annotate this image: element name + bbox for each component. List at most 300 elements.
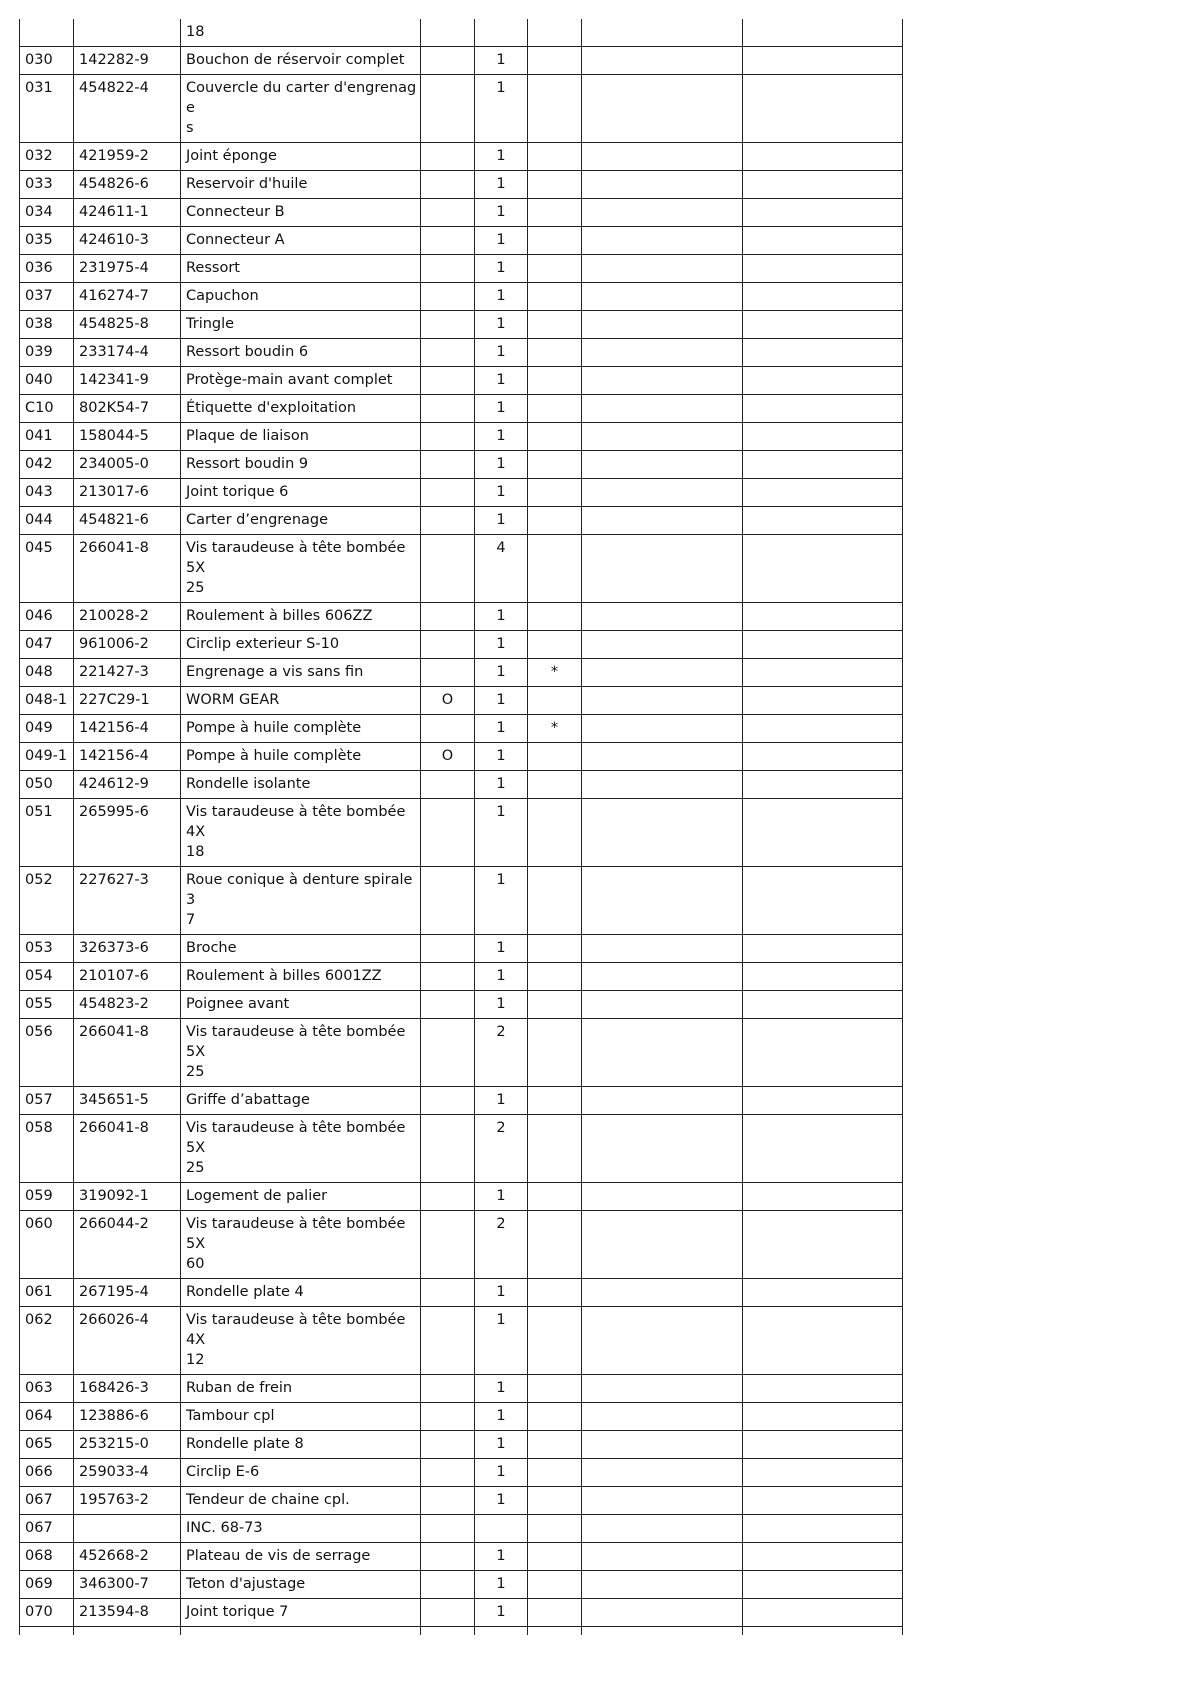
cell-part-number: 221427-3 <box>74 659 181 687</box>
cell-quantity: 1 <box>475 339 528 367</box>
cell-empty <box>743 507 903 535</box>
cell-part-number: 142282-9 <box>74 47 181 75</box>
cell-quantity: 1 <box>475 1543 528 1571</box>
cell-part-number: 454826-6 <box>74 171 181 199</box>
description-line: Joint torique 7 <box>186 1604 289 1620</box>
cell-ref: 056 <box>20 1019 74 1087</box>
cell-note <box>528 535 582 603</box>
cell-option <box>421 255 475 283</box>
description-line: INC. 68-73 <box>186 1520 263 1536</box>
description-line: Engrenage a vis sans fin <box>186 664 364 680</box>
cell-part-number: 266041-8 <box>74 535 181 603</box>
cell-empty <box>743 1087 903 1115</box>
cell-option <box>421 1599 475 1627</box>
cell-description <box>181 451 421 479</box>
cell-option <box>421 1403 475 1431</box>
cell-part-number: 213017-6 <box>74 479 181 507</box>
cell-option <box>421 1307 475 1375</box>
cell-empty <box>582 1279 743 1307</box>
cell-description <box>181 1307 421 1375</box>
cell-empty <box>582 991 743 1019</box>
table-row-continued <box>20 19 903 47</box>
cell-empty <box>743 659 903 687</box>
cell-option <box>421 395 475 423</box>
cell-option <box>421 227 475 255</box>
cell-quantity: 1 <box>475 687 528 715</box>
cell-empty <box>582 171 743 199</box>
cell-ref: 061 <box>20 1279 74 1307</box>
cell-empty <box>743 339 903 367</box>
cell-part-number: 345651-5 <box>74 1087 181 1115</box>
table-row <box>20 687 903 715</box>
cell-note <box>528 395 582 423</box>
cell-quantity: 1 <box>475 1375 528 1403</box>
cell-option <box>421 479 475 507</box>
cell-part-number: 210028-2 <box>74 603 181 631</box>
cell-quantity: 1 <box>475 1599 528 1627</box>
cell-note <box>528 771 582 799</box>
cell-part-number: 454825-8 <box>74 311 181 339</box>
cell-description <box>181 339 421 367</box>
cell-ref: 045 <box>20 535 74 603</box>
cell-quantity <box>475 19 528 47</box>
cell-quantity: 1 <box>475 227 528 255</box>
cell-empty <box>582 367 743 395</box>
cell-quantity: 1 <box>475 311 528 339</box>
cell-part-number <box>74 1515 181 1543</box>
cell-empty <box>582 339 743 367</box>
cell-part-number: 346300-7 <box>74 1571 181 1599</box>
cell-empty <box>582 715 743 743</box>
cell-empty <box>743 1307 903 1375</box>
cell-empty <box>582 1571 743 1599</box>
table-row <box>20 395 903 423</box>
description-line: Reservoir d'huile <box>186 176 308 192</box>
cell-empty <box>743 1459 903 1487</box>
description-line: Rondelle isolante <box>186 776 311 792</box>
cell-empty <box>181 1627 421 1636</box>
cell-description <box>181 395 421 423</box>
cell-note <box>528 991 582 1019</box>
cell-option <box>421 935 475 963</box>
description-line: Griffe d’abattage <box>186 1092 310 1108</box>
description-line: Pompe à huile complète <box>186 720 362 736</box>
cell-option <box>421 603 475 631</box>
cell-note <box>528 255 582 283</box>
cell-ref: 067 <box>20 1487 74 1515</box>
cell-description <box>181 687 421 715</box>
description-line: Ruban de frein <box>186 1380 293 1396</box>
cell-option <box>421 535 475 603</box>
cell-note <box>528 143 582 171</box>
cell-empty <box>743 227 903 255</box>
cell-ref: 044 <box>20 507 74 535</box>
cell-part-number: 416274-7 <box>74 283 181 311</box>
cell-note <box>528 1431 582 1459</box>
cell-empty <box>743 1431 903 1459</box>
description-line: 60 <box>186 1256 205 1272</box>
cell-part-number: 319092-1 <box>74 1183 181 1211</box>
cell-part-number: 253215-0 <box>74 1431 181 1459</box>
cell-empty <box>582 1431 743 1459</box>
cell-empty <box>582 507 743 535</box>
table-row <box>20 659 903 687</box>
cell-part-number: 424612-9 <box>74 771 181 799</box>
cell-note <box>528 631 582 659</box>
cell-option: O <box>421 743 475 771</box>
table-row <box>20 1571 903 1599</box>
cell-empty <box>743 963 903 991</box>
cell-option <box>421 75 475 143</box>
cell-option <box>421 659 475 687</box>
cell-empty <box>421 1627 475 1636</box>
cell-description <box>181 479 421 507</box>
cell-note <box>528 1487 582 1515</box>
cell-quantity: 4 <box>475 535 528 603</box>
cell-quantity: 1 <box>475 423 528 451</box>
cell-description <box>181 507 421 535</box>
cell-option <box>421 631 475 659</box>
table-row <box>20 1431 903 1459</box>
table-row <box>20 199 903 227</box>
table-row <box>20 255 903 283</box>
cell-description <box>181 311 421 339</box>
cell-description <box>181 963 421 991</box>
cell-ref: 037 <box>20 283 74 311</box>
cell-quantity: 1 <box>475 1431 528 1459</box>
cell-empty <box>582 451 743 479</box>
table-row <box>20 47 903 75</box>
cell-option <box>421 1543 475 1571</box>
cell-note <box>528 199 582 227</box>
table-row <box>20 867 903 935</box>
table-row <box>20 1183 903 1211</box>
cell-description <box>181 1403 421 1431</box>
cell-option <box>421 507 475 535</box>
cell-empty <box>582 199 743 227</box>
cell-part-number: 168426-3 <box>74 1375 181 1403</box>
cell-note <box>528 423 582 451</box>
cell-ref <box>20 19 74 47</box>
cell-option <box>421 715 475 743</box>
cell-description <box>181 1375 421 1403</box>
cell-quantity: 1 <box>475 867 528 935</box>
cell-note <box>528 687 582 715</box>
description-line: Teton d'ajustage <box>186 1576 306 1592</box>
cell-ref: 047 <box>20 631 74 659</box>
cell-description <box>181 367 421 395</box>
description-line: Broche <box>186 940 237 956</box>
cell-quantity: 2 <box>475 1019 528 1087</box>
cell-empty <box>582 1307 743 1375</box>
cell-empty <box>743 1515 903 1543</box>
cell-note <box>528 311 582 339</box>
cell-option <box>421 451 475 479</box>
table-row <box>20 1543 903 1571</box>
description-line: 25 <box>186 580 205 596</box>
cell-note <box>528 1115 582 1183</box>
cell-quantity: 1 <box>475 1087 528 1115</box>
cell-empty <box>582 1211 743 1279</box>
cell-quantity: 2 <box>475 1115 528 1183</box>
cell-part-number: 265995-6 <box>74 799 181 867</box>
cell-empty <box>743 935 903 963</box>
cell-ref: 070 <box>20 1599 74 1627</box>
table-row <box>20 963 903 991</box>
cell-quantity: 1 <box>475 1487 528 1515</box>
description-line: Tendeur de chaine cpl. <box>186 1492 350 1508</box>
cell-part-number: 259033-4 <box>74 1459 181 1487</box>
description-line: 12 <box>186 1352 205 1368</box>
cell-empty <box>743 631 903 659</box>
description-line: Couvercle du carter d'engrenage <box>186 80 417 116</box>
cell-empty <box>582 659 743 687</box>
cell-empty <box>582 1515 743 1543</box>
cell-description <box>181 1019 421 1087</box>
table-row-cut-off <box>20 1627 903 1636</box>
table-row <box>20 283 903 311</box>
cell-note <box>528 339 582 367</box>
cell-quantity: 1 <box>475 75 528 143</box>
cell-quantity: 1 <box>475 143 528 171</box>
description-line: Plateau de vis de serrage <box>186 1548 371 1564</box>
cell-empty <box>743 715 903 743</box>
cell-part-number: 210107-6 <box>74 963 181 991</box>
description-line: Ressort boudin 9 <box>186 456 309 472</box>
cell-empty <box>743 991 903 1019</box>
cell-description <box>181 47 421 75</box>
cell-note <box>528 47 582 75</box>
cell-empty <box>582 1183 743 1211</box>
cell-part-number: 802K54-7 <box>74 395 181 423</box>
table-row <box>20 1487 903 1515</box>
cell-quantity: 1 <box>475 963 528 991</box>
description-line: Capuchon <box>186 288 259 304</box>
cell-description <box>181 771 421 799</box>
cell-option <box>421 867 475 935</box>
table-row <box>20 1599 903 1627</box>
cell-empty <box>743 1571 903 1599</box>
table-row <box>20 1087 903 1115</box>
description-line: Rondelle plate 8 <box>186 1436 304 1452</box>
cell-option <box>421 199 475 227</box>
cell-ref: 048 <box>20 659 74 687</box>
description-line: Protège-main avant complet <box>186 372 393 388</box>
table-row <box>20 1279 903 1307</box>
cell-empty <box>743 687 903 715</box>
cell-quantity <box>475 1515 528 1543</box>
cell-ref: 064 <box>20 1403 74 1431</box>
cell-part-number: 266044-2 <box>74 1211 181 1279</box>
cell-description <box>181 1459 421 1487</box>
cell-part-number: 266026-4 <box>74 1307 181 1375</box>
table-row <box>20 799 903 867</box>
cell-ref: C10 <box>20 395 74 423</box>
parts-list-table <box>19 19 903 1635</box>
cell-option <box>421 143 475 171</box>
cell-empty <box>582 255 743 283</box>
table-row <box>20 1019 903 1087</box>
cell-note <box>528 171 582 199</box>
cell-option <box>421 1279 475 1307</box>
cell-ref: 069 <box>20 1571 74 1599</box>
cell-description <box>181 1515 421 1543</box>
cell-description <box>181 255 421 283</box>
cell-part-number: 158044-5 <box>74 423 181 451</box>
cell-description <box>181 1115 421 1183</box>
cell-ref: 041 <box>20 423 74 451</box>
cell-note <box>528 1211 582 1279</box>
cell-empty <box>582 1375 743 1403</box>
cell-description <box>181 227 421 255</box>
cell-part-number: 454822-4 <box>74 75 181 143</box>
cell-empty <box>582 479 743 507</box>
cell-ref: 046 <box>20 603 74 631</box>
cell-description <box>181 1599 421 1627</box>
description-line: Roulement à billes 6001ZZ <box>186 968 382 984</box>
cell-quantity: 1 <box>475 1459 528 1487</box>
cell-part-number: 213594-8 <box>74 1599 181 1627</box>
cell-option <box>421 1431 475 1459</box>
cell-quantity: 1 <box>475 451 528 479</box>
cell-ref: 057 <box>20 1087 74 1115</box>
cell-note <box>528 367 582 395</box>
cell-empty <box>743 743 903 771</box>
description-line: Joint éponge <box>186 148 277 164</box>
table-row <box>20 479 903 507</box>
cell-option <box>421 963 475 991</box>
cell-empty <box>582 283 743 311</box>
cell-ref: 052 <box>20 867 74 935</box>
cell-empty <box>582 771 743 799</box>
cell-note <box>528 75 582 143</box>
table-row <box>20 535 903 603</box>
cell-ref: 040 <box>20 367 74 395</box>
description-line: Vis taraudeuse à tête bombée 5X <box>186 1120 406 1156</box>
table-row <box>20 1515 903 1543</box>
cell-ref: 039 <box>20 339 74 367</box>
cell-empty <box>743 603 903 631</box>
cell-ref: 031 <box>20 75 74 143</box>
cell-quantity: 1 <box>475 743 528 771</box>
description-line: 7 <box>186 912 196 928</box>
cell-part-number <box>74 19 181 47</box>
cell-empty <box>582 1403 743 1431</box>
cell-empty <box>74 1627 181 1636</box>
cell-option <box>421 991 475 1019</box>
description-line: 25 <box>186 1160 205 1176</box>
cell-empty <box>582 603 743 631</box>
cell-quantity: 1 <box>475 255 528 283</box>
cell-description <box>181 799 421 867</box>
cell-note <box>528 1403 582 1431</box>
cell-ref: 059 <box>20 1183 74 1211</box>
table-row <box>20 143 903 171</box>
cell-quantity: 2 <box>475 1211 528 1279</box>
cell-empty <box>582 1087 743 1115</box>
description-line: Logement de palier <box>186 1188 328 1204</box>
cell-description <box>181 1431 421 1459</box>
cell-empty <box>743 47 903 75</box>
cell-quantity: 1 <box>475 47 528 75</box>
table-row <box>20 171 903 199</box>
table-row <box>20 75 903 143</box>
table-row <box>20 1375 903 1403</box>
cell-ref: 054 <box>20 963 74 991</box>
cell-description <box>181 1211 421 1279</box>
description-line: Vis taraudeuse à tête bombée 5X <box>186 1216 406 1252</box>
cell-note <box>528 507 582 535</box>
cell-part-number: 234005-0 <box>74 451 181 479</box>
cell-quantity: 1 <box>475 283 528 311</box>
cell-empty <box>743 479 903 507</box>
cell-note <box>528 1019 582 1087</box>
cell-option <box>421 1211 475 1279</box>
cell-empty <box>743 367 903 395</box>
cell-quantity: 1 <box>475 1403 528 1431</box>
cell-note <box>528 799 582 867</box>
cell-empty <box>743 867 903 935</box>
table-row <box>20 603 903 631</box>
cell-empty <box>582 1019 743 1087</box>
table-row <box>20 935 903 963</box>
cell-note <box>528 479 582 507</box>
cell-note <box>528 1279 582 1307</box>
cell-part-number: 231975-4 <box>74 255 181 283</box>
cell-note <box>528 1543 582 1571</box>
cell-part-number: 454821-6 <box>74 507 181 535</box>
description-line: 18 <box>186 844 205 860</box>
cell-quantity: 1 <box>475 935 528 963</box>
description-line: Rondelle plate 4 <box>186 1284 304 1300</box>
cell-part-number: 267195-4 <box>74 1279 181 1307</box>
cell-ref: 066 <box>20 1459 74 1487</box>
cell-ref: 036 <box>20 255 74 283</box>
cell-empty <box>582 631 743 659</box>
table-row <box>20 367 903 395</box>
cell-quantity: 1 <box>475 395 528 423</box>
cell-option <box>421 1459 475 1487</box>
cell-ref: 062 <box>20 1307 74 1375</box>
description-line: Tambour cpl <box>186 1408 275 1424</box>
cell-quantity: 1 <box>475 199 528 227</box>
description-line: Vis taraudeuse à tête bombée 5X <box>186 540 406 576</box>
cell-part-number: 421959-2 <box>74 143 181 171</box>
cell-ref: 055 <box>20 991 74 1019</box>
description-line: Circlip E-6 <box>186 1464 260 1480</box>
cell-note <box>528 1459 582 1487</box>
cell-empty <box>743 199 903 227</box>
cell-ref: 049-1 <box>20 743 74 771</box>
cell-empty <box>582 19 743 47</box>
cell-empty <box>582 1627 743 1636</box>
cell-quantity: 1 <box>475 1571 528 1599</box>
cell-quantity: 1 <box>475 991 528 1019</box>
description-line: Circlip exterieur S-10 <box>186 636 340 652</box>
cell-option <box>421 1571 475 1599</box>
cell-note <box>528 743 582 771</box>
cell-empty <box>582 47 743 75</box>
description-line: Vis taraudeuse à tête bombée 5X <box>186 1024 406 1060</box>
cell-part-number: 227627-3 <box>74 867 181 935</box>
cell-note: * <box>528 715 582 743</box>
cell-ref: 067 <box>20 1515 74 1543</box>
cell-note <box>528 867 582 935</box>
cell-empty <box>743 1279 903 1307</box>
cell-empty <box>582 535 743 603</box>
cell-description <box>181 199 421 227</box>
cell-ref: 033 <box>20 171 74 199</box>
